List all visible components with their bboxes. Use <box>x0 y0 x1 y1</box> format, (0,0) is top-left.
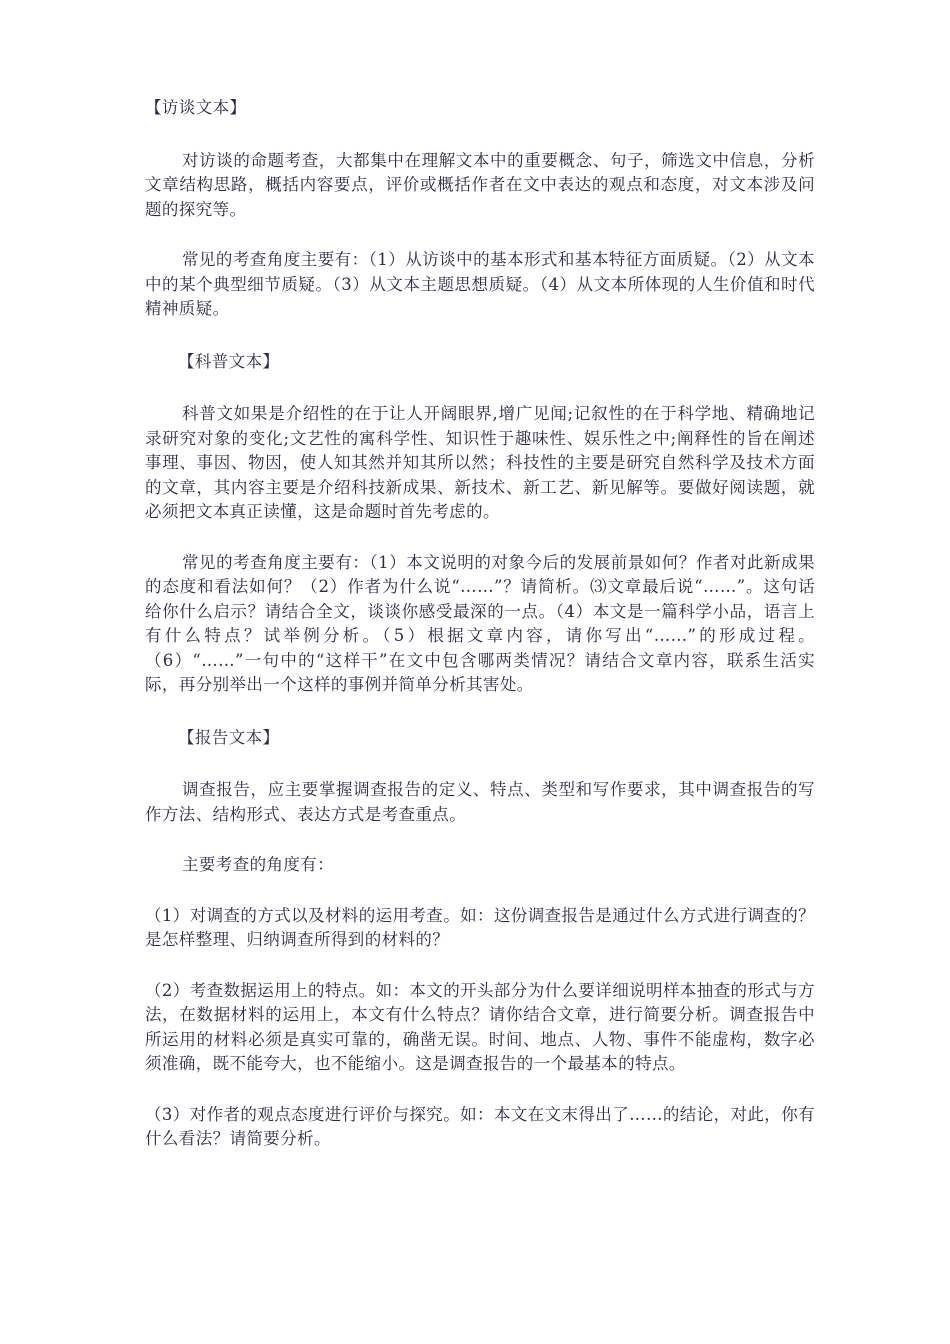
report-paragraph-2: 主要考查的角度有： <box>182 855 335 874</box>
section-heading-report: 【报告文本】 <box>178 727 280 747</box>
interview-paragraph-1: 对访谈的命题考查，大都集中在理解文本中的重要概念、句子，筛选文中信息，分析文章结构思路，概括内容要点，评价或概括作者在文中表达的观点和态度，对文本涉及问题的探究等。 <box>145 150 815 219</box>
report-item-3: （3）对作者的观点态度进行评价与探究。如：本文在文末得出了……的结论，对此，你有什么看法？请简要分析。 <box>145 1104 815 1148</box>
popular-science-paragraph-1: 科普文如果是介绍性的在于让人开阔眼界,增广见闻;记叙性的在于科学地、精确地记录研究对象的变化;文艺性的寓科学性、知识性于趣味性、娱乐性之中;阐释性的旨在阐述事理、事因、物因，使人知其然并知其所以然；科技性的主要是研究自然科学及技术方面的文章，其内容主要是介绍科技新成果、新技术、新工艺、新见解等。要做好阅读题，就必须把文本真正读懂，这是命题时首先考虑的。 <box>145 404 815 521</box>
report-item-1: （1）对调查的方式以及材料的运用考查。如：这份调查报告是通过什么方式进行调查的？是怎样整理、归纳调查所得到的材料的？ <box>145 905 815 949</box>
section-heading-popular-science: 【科普文本】 <box>178 351 280 371</box>
section-heading-interview: 【访谈文本】 <box>145 98 247 117</box>
popular-science-paragraph-2: 常见的考查角度主要有：（1）本文说明的对象今后的发展前景如何？作者对此新成果的态度和看法如何？（2）作者为什么说“……”？请简析。⑶文章最后说“……”。这句话给你什么启示？请结合全文，谈谈你感受最深的一点。（4）本文是一篇科学小品，语言上有什么特点？试举例分析。（5）根据文章内容，请你写出“……”的形成过程。（6）“……”一句中的“这样干”在文中包含哪两类情况？请结合文章内容，联系生活实际，再分别举出一个这样的事例并简单分析其害处。 <box>145 552 815 694</box>
interview-paragraph-2: 常见的考查角度主要有：（1）从访谈中的基本形式和基本特征方面质疑。（2）从文本中的某个典型细节质疑。（3）从文本主题思想质疑。（4）从文本所体现的人生价值和时代精神质疑。 <box>145 250 815 318</box>
report-paragraph-1: 调查报告，应主要掌握调查报告的定义、特点、类型和写作要求，其中调查报告的写作方法、结构形式、表达方式是考查重点。 <box>145 780 815 824</box>
document-page <box>145 96 815 1152</box>
report-item-2: （2）考查数据运用上的特点。如：本文的开头部分为什么要详细说明样本抽查的形式与方法，在数据材料的运用上，本文有什么特点？请你结合文章，进行简要分析。调查报告中所运用的材料必须是真实可靠的，确凿无误。时间、地点、人物、事件不能虚构，数字必须准确，既不能夸大，也不能缩小。这是调查报告的一个最基本的特点。 <box>145 980 815 1073</box>
